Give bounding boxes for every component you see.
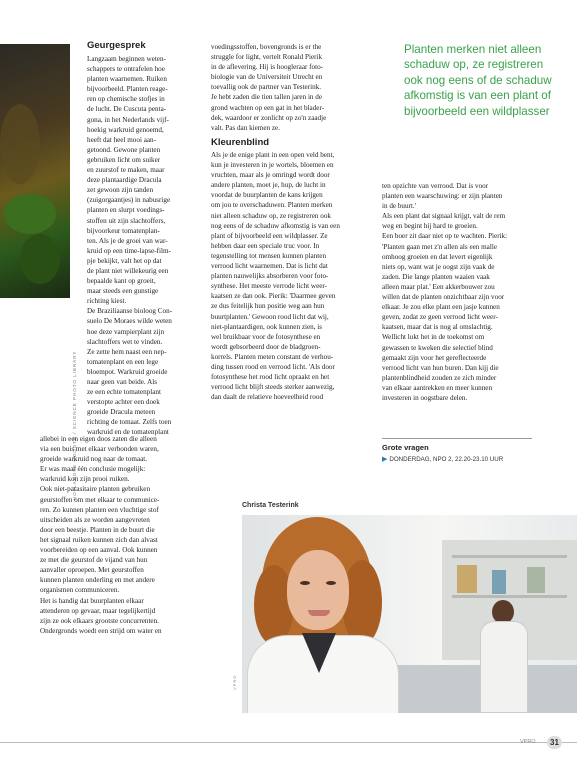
text-line: in de aflevering. Hij is hoogleraar foto- — [211, 63, 324, 72]
text-line: tomatenplant en een lege — [87, 357, 159, 366]
text-line: wordt gebsorbeerd door de bladgroen- — [211, 342, 321, 351]
text-line: willen dat de planten onzichtbaar zijn voor — [382, 293, 505, 302]
infobox-title: Grote vragen — [382, 443, 429, 452]
pull-quote: Planten merken niet alleen schaduw op, ze registreren ook nog eens of de schaduw afkomstig is van een plant of bijvoorbeeld een wildplasser — [404, 43, 552, 118]
background-soil — [0, 104, 40, 184]
text-line: hoekig warkruid genoemd, — [87, 125, 164, 134]
article-column-1 — [87, 54, 203, 438]
text-line: gebruiken licht om suiker — [87, 155, 161, 164]
text-line: biologie van de Universiteit Utrecht en — [211, 73, 323, 82]
text-line: voorbereiden op een aanval. Ook kunnen — [40, 546, 158, 555]
text-line: in de buurt.' — [382, 202, 417, 211]
text-line: tegenstelling tot mensen kunnen planten — [211, 251, 327, 260]
text-line: uitscheiden als ze worden aangevreten — [40, 515, 150, 524]
text-line: omhoog groeien en dat levert eigenlijk — [382, 252, 493, 261]
text-line: Het is handig dat buurplanten elkaar — [40, 596, 144, 605]
text-line: bijvoorkeur tomatenplan- — [87, 226, 160, 235]
schedule-text: DONDERDAG, NPO 2, 22.20-23.10 UUR — [389, 456, 504, 463]
text-line: korrels. Planten meten constant de verhou- — [211, 352, 334, 361]
subject-eye — [326, 581, 336, 585]
colleague-labcoat — [480, 621, 528, 713]
text-line: schappers te ontrafelen hoe — [87, 65, 165, 74]
text-line: vruchten, maar als je omringd wordt door — [211, 171, 330, 180]
text-line: door een beestje. Planten in de buurt die — [40, 525, 155, 534]
text-line: 'Planten gaan met z'n allen als een malle — [382, 242, 497, 251]
article-column-2 — [211, 150, 374, 402]
text-line: deze plantaardige Dracula — [87, 176, 162, 185]
text-line: niet-plantaardigen, ook kunnen zien, is — [211, 322, 323, 331]
text-line: kun je investeren in je wortels, bloemen en — [211, 161, 334, 170]
text-line: andere planten, moet je, hup, de lucht in — [211, 181, 326, 190]
text-line: Ondergronds woedt een strijd om water en — [40, 626, 162, 635]
text-line: Wellicht lukt het in de toekomst om — [382, 333, 485, 342]
text-line: getoond. Gewone planten — [87, 145, 161, 154]
text-line: de lucht. De Cuscuta penta- — [87, 105, 167, 114]
text-line: organismen communiceren. — [40, 586, 120, 595]
play-arrow-icon: ▶ — [382, 456, 388, 463]
text-line: elkaar. Je zou elke plant een jasje kunnen — [382, 303, 500, 312]
text-line: ren. Zo kunnen planten een vluchtige stof — [40, 505, 159, 514]
text-line: valt. Pas dan kiemen ze. — [211, 123, 281, 132]
article-column-3 — [382, 181, 539, 403]
text-line: bijvoorbeeld. Planten reage- — [87, 85, 168, 94]
text-line: grond wachten op een gat in het blader- — [211, 103, 325, 112]
footer-magazine: VPRO — [520, 739, 536, 745]
portrait-photo — [242, 515, 577, 713]
shelf-line — [452, 555, 567, 558]
text-line: nog eens of de schaduw afkomstig is van een — [211, 221, 340, 230]
text-line: Ook niet-parasitaire planten gebruiken — [40, 485, 151, 494]
text-line: (zuigorgaantjes) in nabusrige — [87, 196, 171, 205]
text-line: plantenblindheid zouden ze zich minder — [382, 373, 497, 382]
text-line: Er was maar één conclusie mogelijk: — [40, 465, 146, 474]
text-line: bloempot. Warkruid groeide — [87, 367, 168, 376]
text-line: investeren in oogstbare delen. — [382, 393, 468, 402]
main-photo-credit: VPRO — [232, 674, 237, 690]
text-line: dan daalt de relatieve hoeveelheid rood — [211, 393, 324, 402]
text-line: buurtplanten.' Gewoon rood licht dat wij, — [211, 312, 329, 321]
text-line: om jou te overschaduwen. Planten merken — [211, 201, 333, 210]
article-column-2-top — [211, 42, 363, 133]
text-line: naar geen van beide. Als — [87, 378, 157, 386]
article-column-1-continued — [40, 434, 233, 636]
text-line: fotosynthese het rood licht opraakt en het — [211, 373, 330, 382]
page-number: 31 — [547, 736, 562, 749]
left-photo-credit: HOLLANDSE HOOGTE / SCIENCE PHOTO LIBRARY — [72, 350, 77, 500]
text-line: zijn ze ook elkaars grootste concurrenten. — [40, 616, 159, 625]
lab-bottle — [527, 567, 545, 593]
text-line: voordat de buurplanten de kans krijgen — [211, 191, 323, 200]
text-line: Ze zette hem naast een nep- — [87, 347, 167, 356]
text-line: ten opzichte van verrood. Dat is voor — [382, 182, 489, 190]
plant-stem — [20, 234, 60, 284]
text-line: verrood licht van hun buren. Dan kijj die — [382, 363, 499, 372]
lab-bottle — [492, 570, 506, 594]
text-line: pje bekijkt, valt het op dat — [87, 256, 162, 265]
text-line: aanvaller oproepen. Met geurstoffen — [40, 566, 144, 575]
text-line: alleen maar plat.' Een akkerbouwer zou — [382, 282, 495, 291]
text-line: gewassen te kweken die selectief blind — [382, 343, 493, 352]
footer-rule — [0, 742, 577, 743]
text-line: Als een plant dat signaal krijgt, valt de rem — [382, 212, 506, 221]
text-line: ten. Als je de groei van war- — [87, 236, 168, 245]
text-line: ren op chemische stofjes in — [87, 95, 165, 104]
text-line: kaatsen ze dan ook. Pierik: 'Daarmee geven — [211, 292, 336, 301]
text-line: allebei in een eigen doos zaten die alleen — [40, 435, 157, 443]
text-line: ze dus feitelijk hun positie weg aan hun — [211, 302, 325, 311]
text-line: niets op, want wat je oogst zijn vaak de — [382, 262, 495, 271]
text-line: kunnen planten onderling en met andere — [40, 576, 155, 585]
shelf-line — [452, 595, 567, 598]
text-line: geven, zodat ze geen verrood licht weer- — [382, 313, 498, 322]
text-line: planten en slurpt voedings- — [87, 206, 165, 215]
text-line: warkruid en de tomatenplant — [87, 428, 169, 437]
text-line: plant of bijvoorbeeld een wildplasser. Ze — [211, 231, 328, 240]
text-line: via een buis met elkaar verbonden waren, — [40, 445, 159, 454]
text-line: wel bruikbaar voor de fotosynthese en — [211, 332, 321, 341]
left-photo — [0, 44, 70, 298]
text-line: gemaakt zijn voor het gereflecteerde — [382, 353, 487, 362]
text-line: bepaalde kant op groeit, — [87, 277, 156, 286]
text-line: heeft dat heel mooi aan- — [87, 135, 156, 144]
subject-eye — [300, 581, 310, 585]
text-line: Een boer zit daar niet op te wachten. Pierik: — [382, 232, 508, 241]
text-line: richting de tomaat. Zelfs toen — [87, 418, 172, 427]
text-line: richting kiest. — [87, 297, 127, 306]
subject-face — [287, 550, 349, 630]
subject-smile — [308, 610, 330, 616]
text-line: toevallig ook de partner van Testerink. — [211, 83, 322, 92]
text-line: geurstoffen om met elkaar te communice- — [40, 495, 160, 504]
text-line: synthese. Het meeste verrode licht weer- — [211, 282, 328, 291]
text-line: warkruid kon zijn prooi ruiken. — [40, 475, 130, 484]
text-line: hebben daar een speciale truc voor. In — [211, 241, 320, 250]
text-line: de plant niet willekeurig een — [87, 266, 169, 275]
text-line: verrood licht blijft steeds sterker aanwezig, — [211, 383, 335, 392]
text-line: voedingsstoffen, bovengronds is er the — [211, 43, 322, 51]
plant-leaves — [4, 194, 56, 234]
lab-bottle — [457, 565, 477, 593]
text-line: planten nauwelijks absorberen voor foto- — [211, 272, 329, 281]
section-heading-kleurenblind: Kleurenblind — [211, 137, 270, 148]
text-line: niet alleen schaduw op, ze registreren ook — [211, 211, 331, 220]
text-line: De Braziliaanse bioloog Con- — [87, 307, 173, 316]
text-line: struggle for light, vertelt Ronald Pierik — [211, 53, 323, 62]
text-line: kaatsen, maar dat is nog al omslachtig. — [382, 323, 493, 332]
infobox-schedule — [382, 455, 503, 463]
text-line: ze met die geurstof de vijand van hun — [40, 556, 148, 565]
text-line: groeide warkruid nog naar de tomaat. — [40, 455, 148, 464]
text-line: attenderen op gevaar, maar tegelijkertijd — [40, 606, 156, 615]
text-line: kruid op een time-lapse-film- — [87, 246, 171, 255]
text-line: Je hebt zaden die tien tallen jaren in de — [211, 93, 323, 102]
text-line: stoffen uit zijn slachtoffers, — [87, 216, 166, 225]
text-line: planten een waarschuwing: er zijn planten — [382, 192, 503, 201]
text-line: en zuurstof te maken, maar — [87, 166, 165, 175]
section-heading-geurgesprek: Geurgesprek — [87, 40, 146, 51]
text-line: slachtoffers wet te vinden. — [87, 337, 163, 346]
text-line: Langzaam beginnen weten- — [87, 55, 166, 63]
text-line: van elkaar aantrekken en meer kunnen — [382, 383, 493, 392]
text-line: verrood licht waarnemen. Dat is licht dat — [211, 262, 328, 271]
text-line: hoe deze vampierplant zijn — [87, 327, 165, 336]
text-line: planten waarnemen. Ruiken — [87, 75, 167, 84]
text-line: zet gewoon zijn tanden — [87, 186, 154, 195]
photo-caption: Christa Testerink — [242, 502, 299, 509]
text-line: ze een echte tomatenplant — [87, 388, 161, 397]
infobox-rule — [382, 438, 532, 439]
text-line: gona, in het Nederlands vijf- — [87, 115, 169, 124]
text-line: verstopte achter een doek — [87, 398, 160, 407]
text-line: maar steeds een gunstige — [87, 287, 159, 296]
text-line: groeide Dracula meteen — [87, 408, 156, 417]
text-line: suelo De Moraes wilde weten — [87, 317, 172, 326]
text-line: dek, waardoor er zonlicht op zo'n zaadje — [211, 113, 327, 122]
text-line: ding tussen rood en verrood licht. 'Als door — [211, 362, 335, 371]
text-line: zaden. Die lange planten waaien vaak — [382, 272, 490, 281]
text-line: het signaal ruiken kunnen zich dan alvast — [40, 535, 158, 544]
text-line: Als je de enige plant in een open veld bent, — [211, 151, 335, 159]
text-line: weg en begint hij hard te groeien. — [382, 222, 478, 231]
